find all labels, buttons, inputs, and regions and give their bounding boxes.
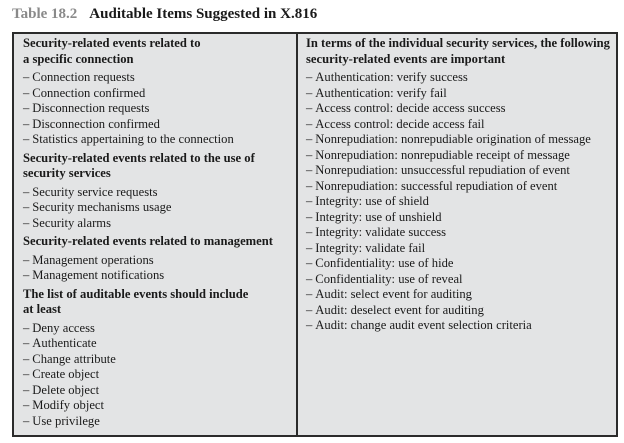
list-item — [306, 225, 616, 241]
list-item-text: Deny access — [32, 320, 95, 335]
list-item — [23, 117, 296, 133]
list-item-text: Audit: select event for auditing — [315, 287, 472, 301]
list-item-text: Change attribute — [32, 351, 116, 366]
list-item — [23, 398, 296, 414]
dash-bullet: – — [306, 256, 313, 270]
event-list — [306, 70, 616, 334]
list-item — [306, 179, 616, 195]
dash-bullet: – — [306, 209, 313, 224]
list-item — [23, 352, 296, 368]
list-item-text: Authentication: verify success — [315, 70, 468, 84]
list-item-text: Security service requests — [32, 184, 158, 199]
list-item-text: Nonrepudiation: nonrepudiable receipt of message — [315, 147, 570, 162]
list-item — [306, 210, 616, 226]
dash-bullet: – — [306, 70, 313, 84]
dash-bullet: – — [306, 116, 313, 131]
section-heading — [23, 36, 296, 67]
section-heading — [23, 287, 296, 318]
auditable-items-table — [12, 32, 618, 437]
list-item — [23, 367, 296, 383]
dash-bullet: – — [23, 413, 30, 428]
dash-bullet: – — [23, 268, 30, 282]
list-item — [306, 287, 616, 303]
dash-bullet: – — [306, 225, 313, 239]
section-heading-line: security services — [23, 166, 111, 180]
dash-bullet: – — [306, 132, 313, 146]
dash-bullet: – — [23, 336, 30, 350]
list-item — [23, 383, 296, 399]
dash-bullet: – — [23, 215, 30, 230]
section-heading-line: security-related events are important — [306, 51, 506, 66]
dash-bullet: – — [23, 252, 30, 267]
list-item — [23, 336, 296, 352]
list-item-text: Integrity: use of shield — [315, 194, 429, 208]
list-item-text: Nonrepudiation: nonrepudiable origination of message — [315, 132, 591, 146]
list-item-text: Disconnection confirmed — [32, 116, 160, 131]
dash-bullet: – — [23, 200, 30, 214]
dash-bullet: – — [306, 240, 313, 255]
left-column — [14, 34, 298, 435]
dash-bullet: – — [23, 367, 30, 381]
dash-bullet: – — [306, 163, 313, 177]
list-item-text: Audit: change audit event selection criteria — [315, 318, 532, 332]
dash-bullet: – — [306, 287, 313, 301]
list-item-text: Authentication: verify fail — [315, 85, 447, 100]
list-item-text: Authenticate — [32, 336, 97, 350]
list-item-text: Integrity: validate success — [315, 225, 447, 239]
list-item-text: Management notifications — [32, 268, 165, 282]
dash-bullet: – — [306, 302, 313, 317]
list-item-text: Nonrepudiation: unsuccessful repudiation of event — [315, 163, 570, 177]
list-item — [23, 414, 296, 430]
event-list — [23, 321, 296, 430]
list-item — [306, 86, 616, 102]
dash-bullet: – — [23, 101, 30, 115]
section-heading-line: The list of auditable events should include — [23, 286, 249, 301]
section-heading — [23, 234, 296, 250]
list-item — [23, 200, 296, 216]
list-item-text: Use privilege — [32, 413, 100, 428]
event-list — [23, 253, 296, 284]
list-item — [306, 132, 616, 148]
list-item — [306, 70, 616, 86]
dash-bullet: – — [23, 398, 30, 412]
dash-bullet: – — [23, 184, 30, 199]
event-list — [23, 70, 296, 148]
dash-bullet: – — [23, 116, 30, 131]
table-caption — [12, 6, 317, 23]
list-item-text: Access control: decide access fail — [315, 116, 485, 131]
dash-bullet: – — [306, 178, 313, 193]
list-item-text: Confidentiality: use of hide — [315, 256, 454, 270]
list-item-text: Integrity: validate fail — [315, 240, 426, 255]
list-item-text: Connection requests — [32, 70, 135, 84]
table-number: Table 18.2 — [12, 6, 78, 22]
list-item-text: Modify object — [32, 398, 104, 412]
list-item — [23, 86, 296, 102]
list-item-text: Nonrepudiation: successful repudiation of event — [315, 178, 558, 193]
list-item — [306, 318, 616, 334]
list-item — [23, 132, 296, 148]
list-item-text: Integrity: use of unshield — [315, 209, 442, 224]
list-item — [23, 185, 296, 201]
list-item — [306, 194, 616, 210]
dash-bullet: – — [23, 351, 30, 366]
section-heading — [23, 151, 296, 182]
event-list — [23, 185, 296, 232]
list-item-text: Security alarms — [32, 215, 111, 230]
list-item-text: Management operations — [32, 252, 154, 267]
list-item — [306, 163, 616, 179]
list-item — [23, 101, 296, 117]
section-heading-line: at least — [23, 302, 62, 316]
dash-bullet: – — [23, 382, 30, 397]
list-item — [306, 303, 616, 319]
list-item — [23, 216, 296, 232]
dash-bullet: – — [306, 85, 313, 100]
list-item-text: Disconnection requests — [32, 101, 150, 115]
list-item-text: Connection confirmed — [32, 85, 146, 100]
list-item-text: Delete object — [32, 382, 100, 397]
section-heading-line: Security-related events related to the use of — [23, 150, 255, 165]
section-heading-line: Security-related events related to management — [23, 234, 273, 248]
dash-bullet: – — [306, 147, 313, 162]
right-column — [298, 34, 616, 435]
list-item-text: Create object — [32, 367, 100, 381]
dash-bullet: – — [23, 320, 30, 335]
dash-bullet: – — [23, 70, 30, 84]
section-heading-line: Security-related events related to — [23, 36, 201, 50]
list-item — [306, 101, 616, 117]
section-heading-line: a specific connection — [23, 51, 134, 66]
list-item — [306, 256, 616, 272]
list-item — [306, 117, 616, 133]
list-item-text: Access control: decide access success — [315, 101, 506, 115]
dash-bullet: – — [306, 194, 313, 208]
dash-bullet: – — [306, 318, 313, 332]
list-item-text: Security mechanisms usage — [32, 200, 172, 214]
section-heading-line: In terms of the individual security services, the following — [306, 36, 610, 50]
section-heading — [306, 36, 616, 67]
table-title: Auditable Items Suggested in X.816 — [89, 6, 318, 22]
list-item — [23, 70, 296, 86]
list-item — [23, 253, 296, 269]
list-item — [306, 241, 616, 257]
list-item-text: Audit: deselect event for auditing — [315, 302, 484, 317]
list-item — [306, 272, 616, 288]
dash-bullet: – — [306, 271, 313, 286]
list-item — [23, 268, 296, 284]
list-item — [23, 321, 296, 337]
dash-bullet: – — [23, 85, 30, 100]
list-item — [306, 148, 616, 164]
list-item-text: Statistics appertaining to the connection — [32, 132, 234, 146]
dash-bullet: – — [23, 132, 30, 146]
dash-bullet: – — [306, 101, 313, 115]
list-item-text: Confidentiality: use of reveal — [315, 271, 463, 286]
